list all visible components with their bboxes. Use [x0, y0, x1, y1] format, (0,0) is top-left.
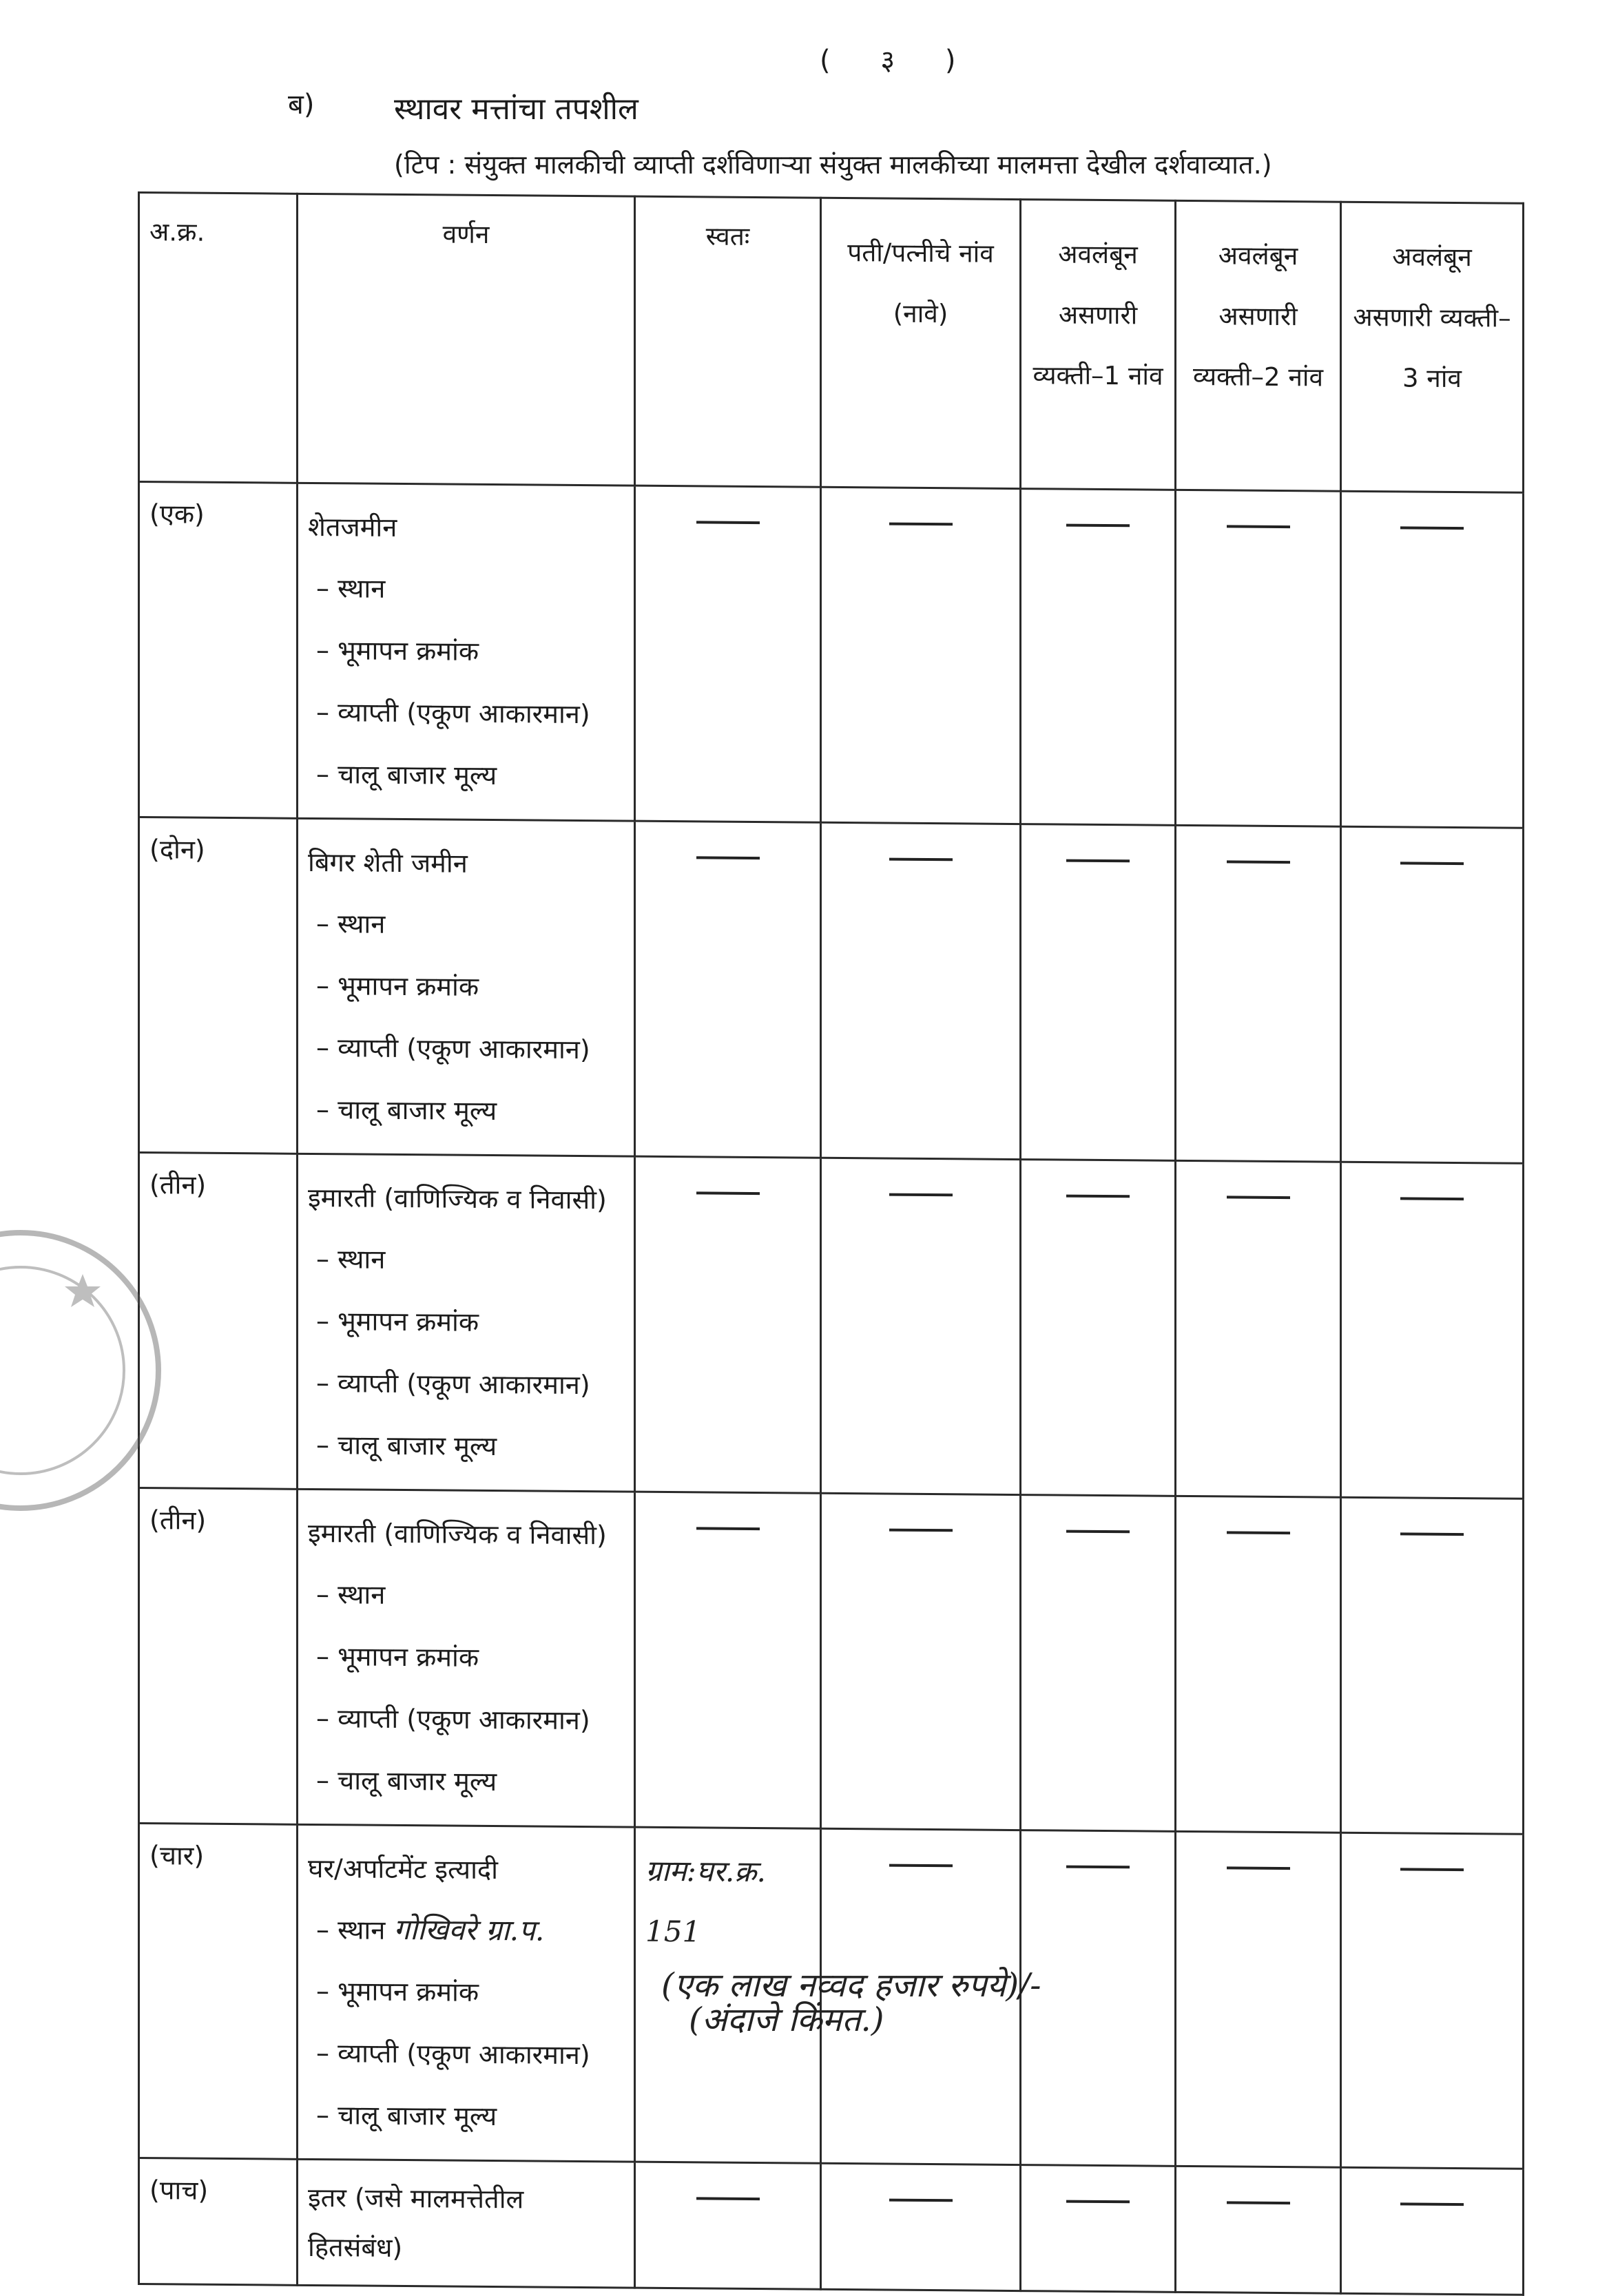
row-item: – स्थान — [316, 1914, 386, 1945]
header-dependent-2: अवलंबून असणारी व्यक्ती–2 नांव — [1176, 200, 1341, 491]
row-description — [298, 1154, 635, 1492]
nil-dash — [1227, 1866, 1290, 1870]
row-item-location — [308, 1899, 624, 1963]
nil-dash — [1066, 1195, 1130, 1198]
row-title: इमारती (वाणिज्यिक व निवासी) — [308, 1182, 607, 1215]
row-item: – चालू बाजार मूल्य — [316, 1430, 497, 1462]
row-title: शेतजमीन — [308, 511, 397, 543]
cell-dependent-3 — [1341, 491, 1524, 828]
cell-self — [635, 821, 821, 1158]
section-title: स्थावर मत्तांचा तपशील — [394, 92, 639, 127]
nil-dash — [696, 856, 760, 859]
row-item: – चालू बाजार मूल्य — [316, 1094, 497, 1127]
cell-spouse — [821, 1493, 1021, 1830]
cell-self — [635, 486, 821, 822]
row-item: – भूमापन क्रमांक — [316, 1306, 479, 1337]
nil-dash — [696, 521, 760, 524]
cell-dependent-3 — [1341, 1162, 1524, 1499]
row-sr: (तीन) — [139, 1488, 298, 1825]
table-row — [139, 1153, 1524, 1499]
cell-self — [635, 2162, 821, 2289]
nil-dash — [696, 1191, 760, 1195]
row-description — [298, 1489, 635, 1827]
nil-dash — [1400, 2202, 1464, 2206]
nil-dash — [889, 523, 953, 526]
row-item: – भूमापन क्रमांक — [316, 1641, 479, 1673]
row-item: – भूमापन क्रमांक — [316, 1976, 479, 2007]
nil-dash — [696, 2197, 760, 2200]
table-header-row — [139, 193, 1524, 493]
cell-spouse — [821, 2163, 1021, 2290]
cell-self — [635, 1492, 821, 1828]
row-title: इतर (जसे मालमत्तेतील हितसंबंध) — [308, 2182, 524, 2264]
header-description: वर्णन — [298, 194, 635, 486]
row-title: इमारती (वाणिज्यिक व निवासी) — [308, 1517, 607, 1551]
row-title: घर/अर्पाटमेंट इत्यादी — [308, 1853, 498, 1886]
table-row — [139, 1488, 1524, 1835]
section-note: (टिप : संयुक्त मालकीची व्याप्ती दर्शविणाऱ्या संयुक्त मालकीच्या मालमत्ता देखील दर्शवाव्यात.) — [394, 149, 1272, 180]
table-row — [139, 2158, 1524, 2295]
handwritten-location: गोखिवरे ग्रा.प. — [393, 1912, 545, 1948]
nil-dash — [1400, 1532, 1464, 1536]
row-item: – चालू बाजार मूल्य — [316, 2100, 497, 2132]
cell-dependent-2 — [1176, 1160, 1341, 1497]
nil-dash — [1227, 525, 1290, 528]
nil-dash — [1400, 862, 1464, 865]
row-item: – स्थान — [316, 573, 386, 604]
row-item: – व्याप्ती (एकूण आकारमान) — [316, 2038, 590, 2071]
cell-dependent-2 — [1176, 825, 1341, 1162]
page-number: ( ३ ) — [820, 45, 977, 76]
row-item: – भूमापन क्रमांक — [316, 635, 479, 667]
cell-spouse — [821, 822, 1021, 1159]
row-title: बिगर शेती जमीन — [308, 846, 468, 879]
row-item: – व्याप्ती (एकूण आकारमान) — [316, 1032, 590, 1065]
handwritten-number: 151 — [645, 1914, 701, 1949]
row-sr: (चार) — [139, 1824, 298, 2160]
nil-dash — [696, 1527, 760, 1530]
cell-dependent-1 — [1021, 2165, 1176, 2293]
cell-dependent-2 — [1176, 490, 1341, 826]
cell-self — [635, 1156, 821, 1493]
cell-dependent-3 — [1341, 1833, 1524, 2169]
cell-dependent-3 — [1341, 2167, 1524, 2295]
handwritten-house-no: ग्राम:घर.क्र. — [645, 1853, 766, 1889]
row-item: – व्याप्ती (एकूण आकारमान) — [316, 697, 590, 730]
nil-dash — [1227, 860, 1290, 864]
header-sr: अ.क्र. — [139, 193, 298, 483]
header-self: स्वतः — [635, 196, 821, 487]
table-row — [139, 482, 1524, 828]
cell-dependent-2 — [1176, 1496, 1341, 1833]
nil-dash — [1400, 526, 1464, 530]
handwritten-value-line: (एक लाख नव्वद हजार रुपये)/- — [661, 1966, 1041, 2005]
row-description — [298, 1824, 635, 2162]
nil-dash — [1066, 1866, 1130, 1869]
cell-dependent-1 — [1021, 1830, 1176, 2167]
row-item: – चालू बाजार मूल्य — [316, 1765, 497, 1797]
nil-dash — [1066, 859, 1130, 863]
section-label: ब) — [288, 89, 315, 121]
notary-stamp-icon — [0, 1171, 165, 1570]
handwritten-market-value — [661, 1968, 1041, 2037]
header-spouse: पती/पत्नीचे नांव (नावे) — [821, 198, 1021, 488]
cell-dependent-1 — [1021, 824, 1176, 1161]
row-sr: (पाच) — [139, 2158, 298, 2286]
cell-spouse — [821, 487, 1021, 824]
row-item: – चालू बाजार मूल्य — [316, 759, 497, 791]
nil-dash — [1227, 1531, 1290, 1534]
cell-dependent-3 — [1341, 1497, 1524, 1834]
nil-dash — [1400, 1868, 1464, 1871]
nil-dash — [1066, 1530, 1130, 1534]
cell-dependent-2 — [1176, 1831, 1341, 2167]
cell-dependent-1 — [1021, 489, 1176, 826]
cell-dependent-1 — [1021, 1495, 1176, 1832]
cell-dependent-2 — [1176, 2166, 1341, 2293]
row-sr: (तीन) — [139, 1153, 298, 1490]
row-item: – स्थान — [316, 1579, 386, 1610]
cell-dependent-3 — [1341, 826, 1524, 1163]
header-dependent-3: अवलंबून असणारी व्यक्ती–3 नांव — [1341, 202, 1524, 492]
row-item: – व्याप्ती (एकूण आकारमान) — [316, 1368, 590, 1401]
row-description — [298, 483, 635, 821]
row-sr: (एक) — [139, 482, 298, 819]
nil-dash — [889, 1529, 953, 1532]
nil-dash — [889, 1193, 953, 1197]
row-description — [298, 2159, 635, 2288]
header-dependent-1: अवलंबून असणारी व्यक्ती–1 नांव — [1021, 200, 1176, 490]
row-item: – स्थान — [316, 1244, 386, 1275]
nil-dash — [1400, 1197, 1464, 1200]
table-row — [139, 817, 1524, 1164]
row-item: – स्थान — [316, 908, 386, 939]
nil-dash — [1066, 524, 1130, 528]
nil-dash — [889, 1864, 953, 1868]
cell-spouse — [821, 1158, 1021, 1494]
nil-dash — [889, 858, 953, 862]
nil-dash — [889, 2199, 953, 2202]
row-item: – भूमापन क्रमांक — [316, 970, 479, 1002]
row-sr: (दोन) — [139, 817, 298, 1154]
nil-dash — [1227, 1196, 1290, 1199]
cell-dependent-1 — [1021, 1160, 1176, 1496]
handwritten-value-line: (अंदाजे किंमत.) — [689, 2001, 884, 2039]
row-description — [298, 818, 635, 1156]
nil-dash — [1066, 2200, 1130, 2204]
row-item: – व्याप्ती (एकूण आकारमान) — [316, 1703, 590, 1736]
nil-dash — [1227, 2201, 1290, 2204]
